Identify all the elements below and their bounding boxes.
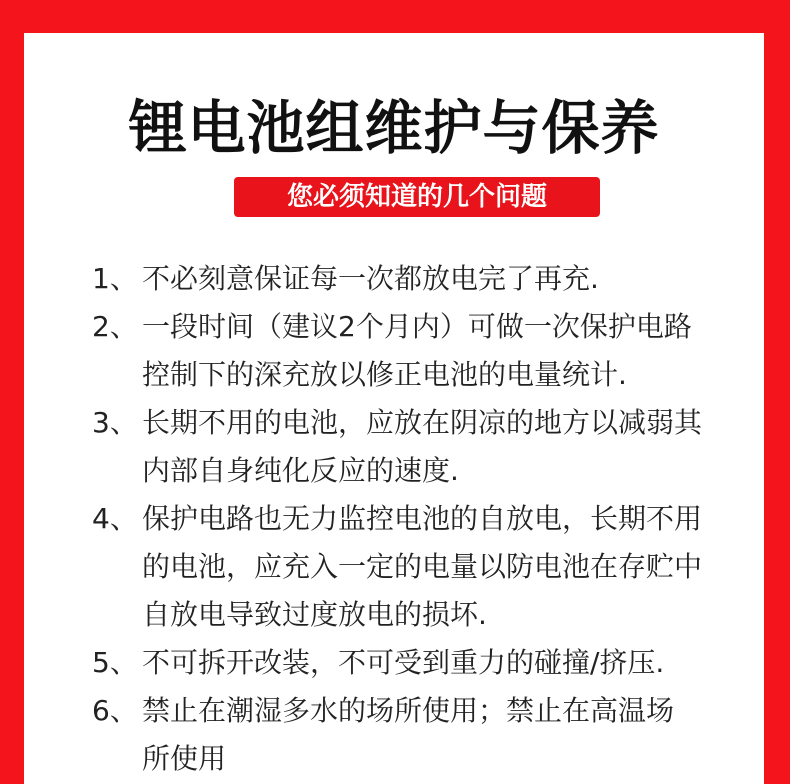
list-item-2	[92, 303, 762, 399]
subtitle-badge: 您必须知道的几个问题	[234, 177, 600, 217]
item-number: 6、	[92, 694, 138, 727]
list-item-4	[92, 495, 762, 639]
item-line: 自放电导致过度放电的损坏.	[142, 598, 487, 631]
item-text	[142, 255, 762, 303]
list-item-1	[92, 255, 762, 303]
item-text	[142, 687, 762, 783]
item-text	[142, 399, 762, 495]
item-line: 一段时间（建议2个月内）可做一次保护电路	[142, 310, 692, 343]
item-line: 所使用	[142, 742, 227, 775]
item-number: 3、	[92, 406, 138, 439]
item-number: 1、	[92, 262, 138, 295]
content-card	[24, 33, 764, 784]
tips-list	[92, 255, 762, 783]
item-line: 不必刻意保证每一次都放电完了再充.	[142, 262, 599, 295]
item-number: 5、	[92, 646, 138, 679]
item-line: 内部自身纯化反应的速度.	[142, 454, 459, 487]
item-line: 长期不用的电池，应放在阴凉的地方以减弱其	[142, 406, 703, 439]
item-text	[142, 639, 762, 687]
list-item-6	[92, 687, 762, 783]
list-item-5	[92, 639, 762, 687]
item-text	[142, 495, 762, 639]
item-number: 2、	[92, 310, 138, 343]
item-line: 的电池，应充入一定的电量以防电池在存贮中	[142, 550, 703, 583]
item-line: 保护电路也无力监控电池的自放电，长期不用	[142, 502, 703, 535]
item-text	[142, 303, 762, 399]
list-item-3	[92, 399, 762, 495]
page-title: 锂电池组维护与保养	[128, 94, 660, 162]
item-line: 禁止在潮湿多水的场所使用；禁止在高温场	[142, 694, 675, 727]
item-line: 控制下的深充放以修正电池的电量统计.	[142, 358, 627, 391]
item-number: 4、	[92, 502, 138, 535]
item-line: 不可拆开改装，不可受到重力的碰撞/挤压.	[142, 646, 665, 679]
